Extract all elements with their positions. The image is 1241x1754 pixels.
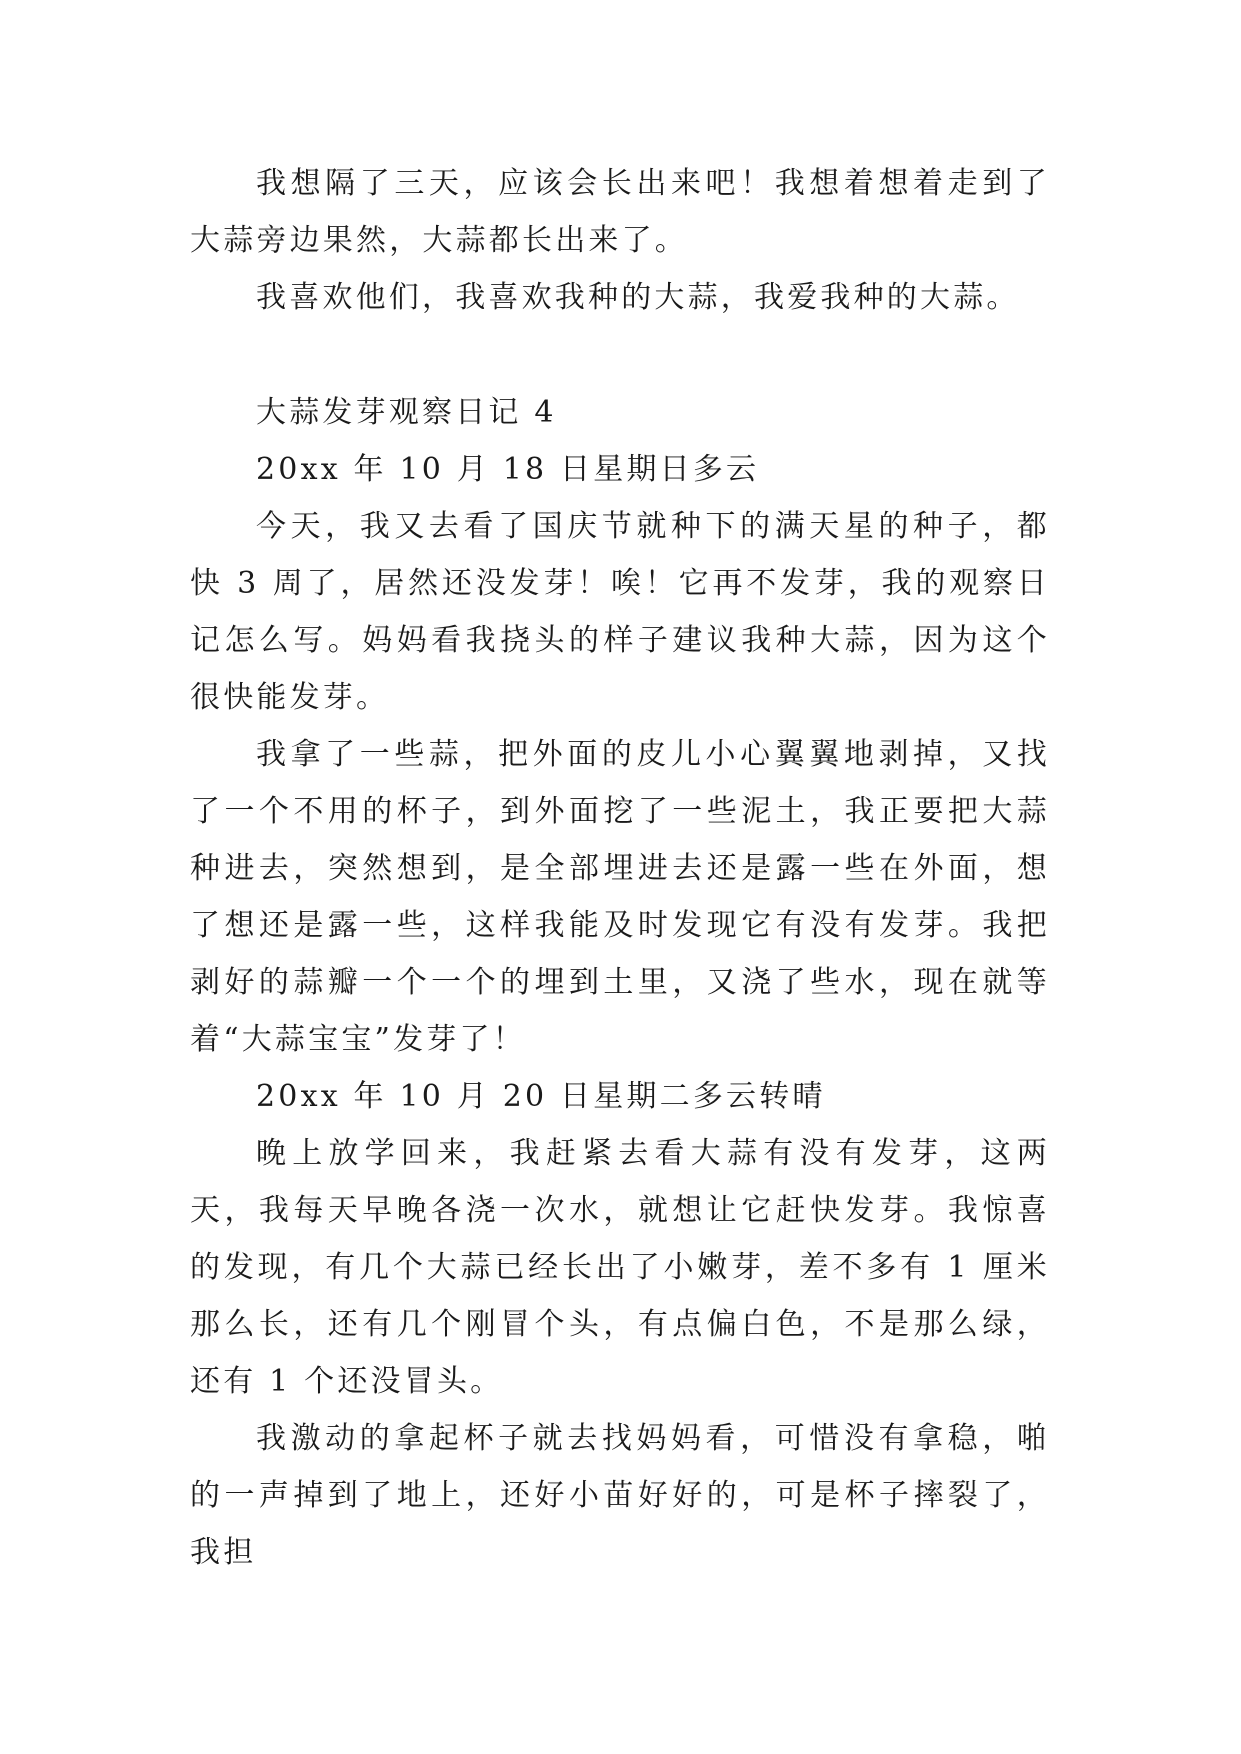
diary-date-oct-18: 20xx 年 10 月 18 日星期日多云 — [256, 452, 760, 487]
diary-date-oct-20: 20xx 年 10 月 20 日星期二多云转晴 — [256, 1079, 826, 1114]
paragraph-cup-dropped: 我激动的拿起杯子就去找妈妈看，可惜没有拿稳，啪的一声掉到了地上，还好小苗好好的，可是杯子摔裂了，我担 — [190, 1421, 1050, 1570]
document-body — [190, 155, 1050, 1581]
paragraph-garlic-sprouts-found: 晚上放学回来，我赶紧去看大蒜有没有发芽，这两天，我每天早晚各浇一次水，就想让它赶快发芽。我惊喜的发现，有几个大蒜已经长出了小嫩芽，差不多有 1 厘米那么长，还有几个刚冒个头，有点偏白色，不是那么绿，还有 1 个还没冒头。 — [190, 1136, 1050, 1399]
section-gap — [190, 326, 1050, 384]
paragraph-planting-garlic: 我拿了一些蒜，把外面的皮儿小心翼翼地剥掉，又找了一个不用的杯子，到外面挖了一些泥土，我正要把大蒜种进去，突然想到，是全部埋进去还是露一些在外面，想了想还是露一些，这样我能及时发现它有没有发芽。我把剥好的蒜瓣一个一个的埋到土里，又浇了些水，现在就等着“大蒜宝宝”发芽了！ — [190, 737, 1050, 1057]
paragraph-seeds-not-sprouted: 今天，我又去看了国庆节就种下的满天星的种子，都快 3 周了，居然还没发芽！唉！它再不发芽，我的观察日记怎么写。妈妈看我挠头的样子建议我种大蒜，因为这个很快能发芽。 — [190, 509, 1050, 715]
paragraph-i-love-garlic: 我喜欢他们，我喜欢我种的大蒜，我爱我种的大蒜。 — [256, 280, 1020, 315]
paragraph-garlic-sprouted: 我想隔了三天，应该会长出来吧！我想着想着走到了大蒜旁边果然，大蒜都长出来了。 — [190, 166, 1050, 258]
diary-title: 大蒜发芽观察日记 4 — [256, 395, 557, 430]
